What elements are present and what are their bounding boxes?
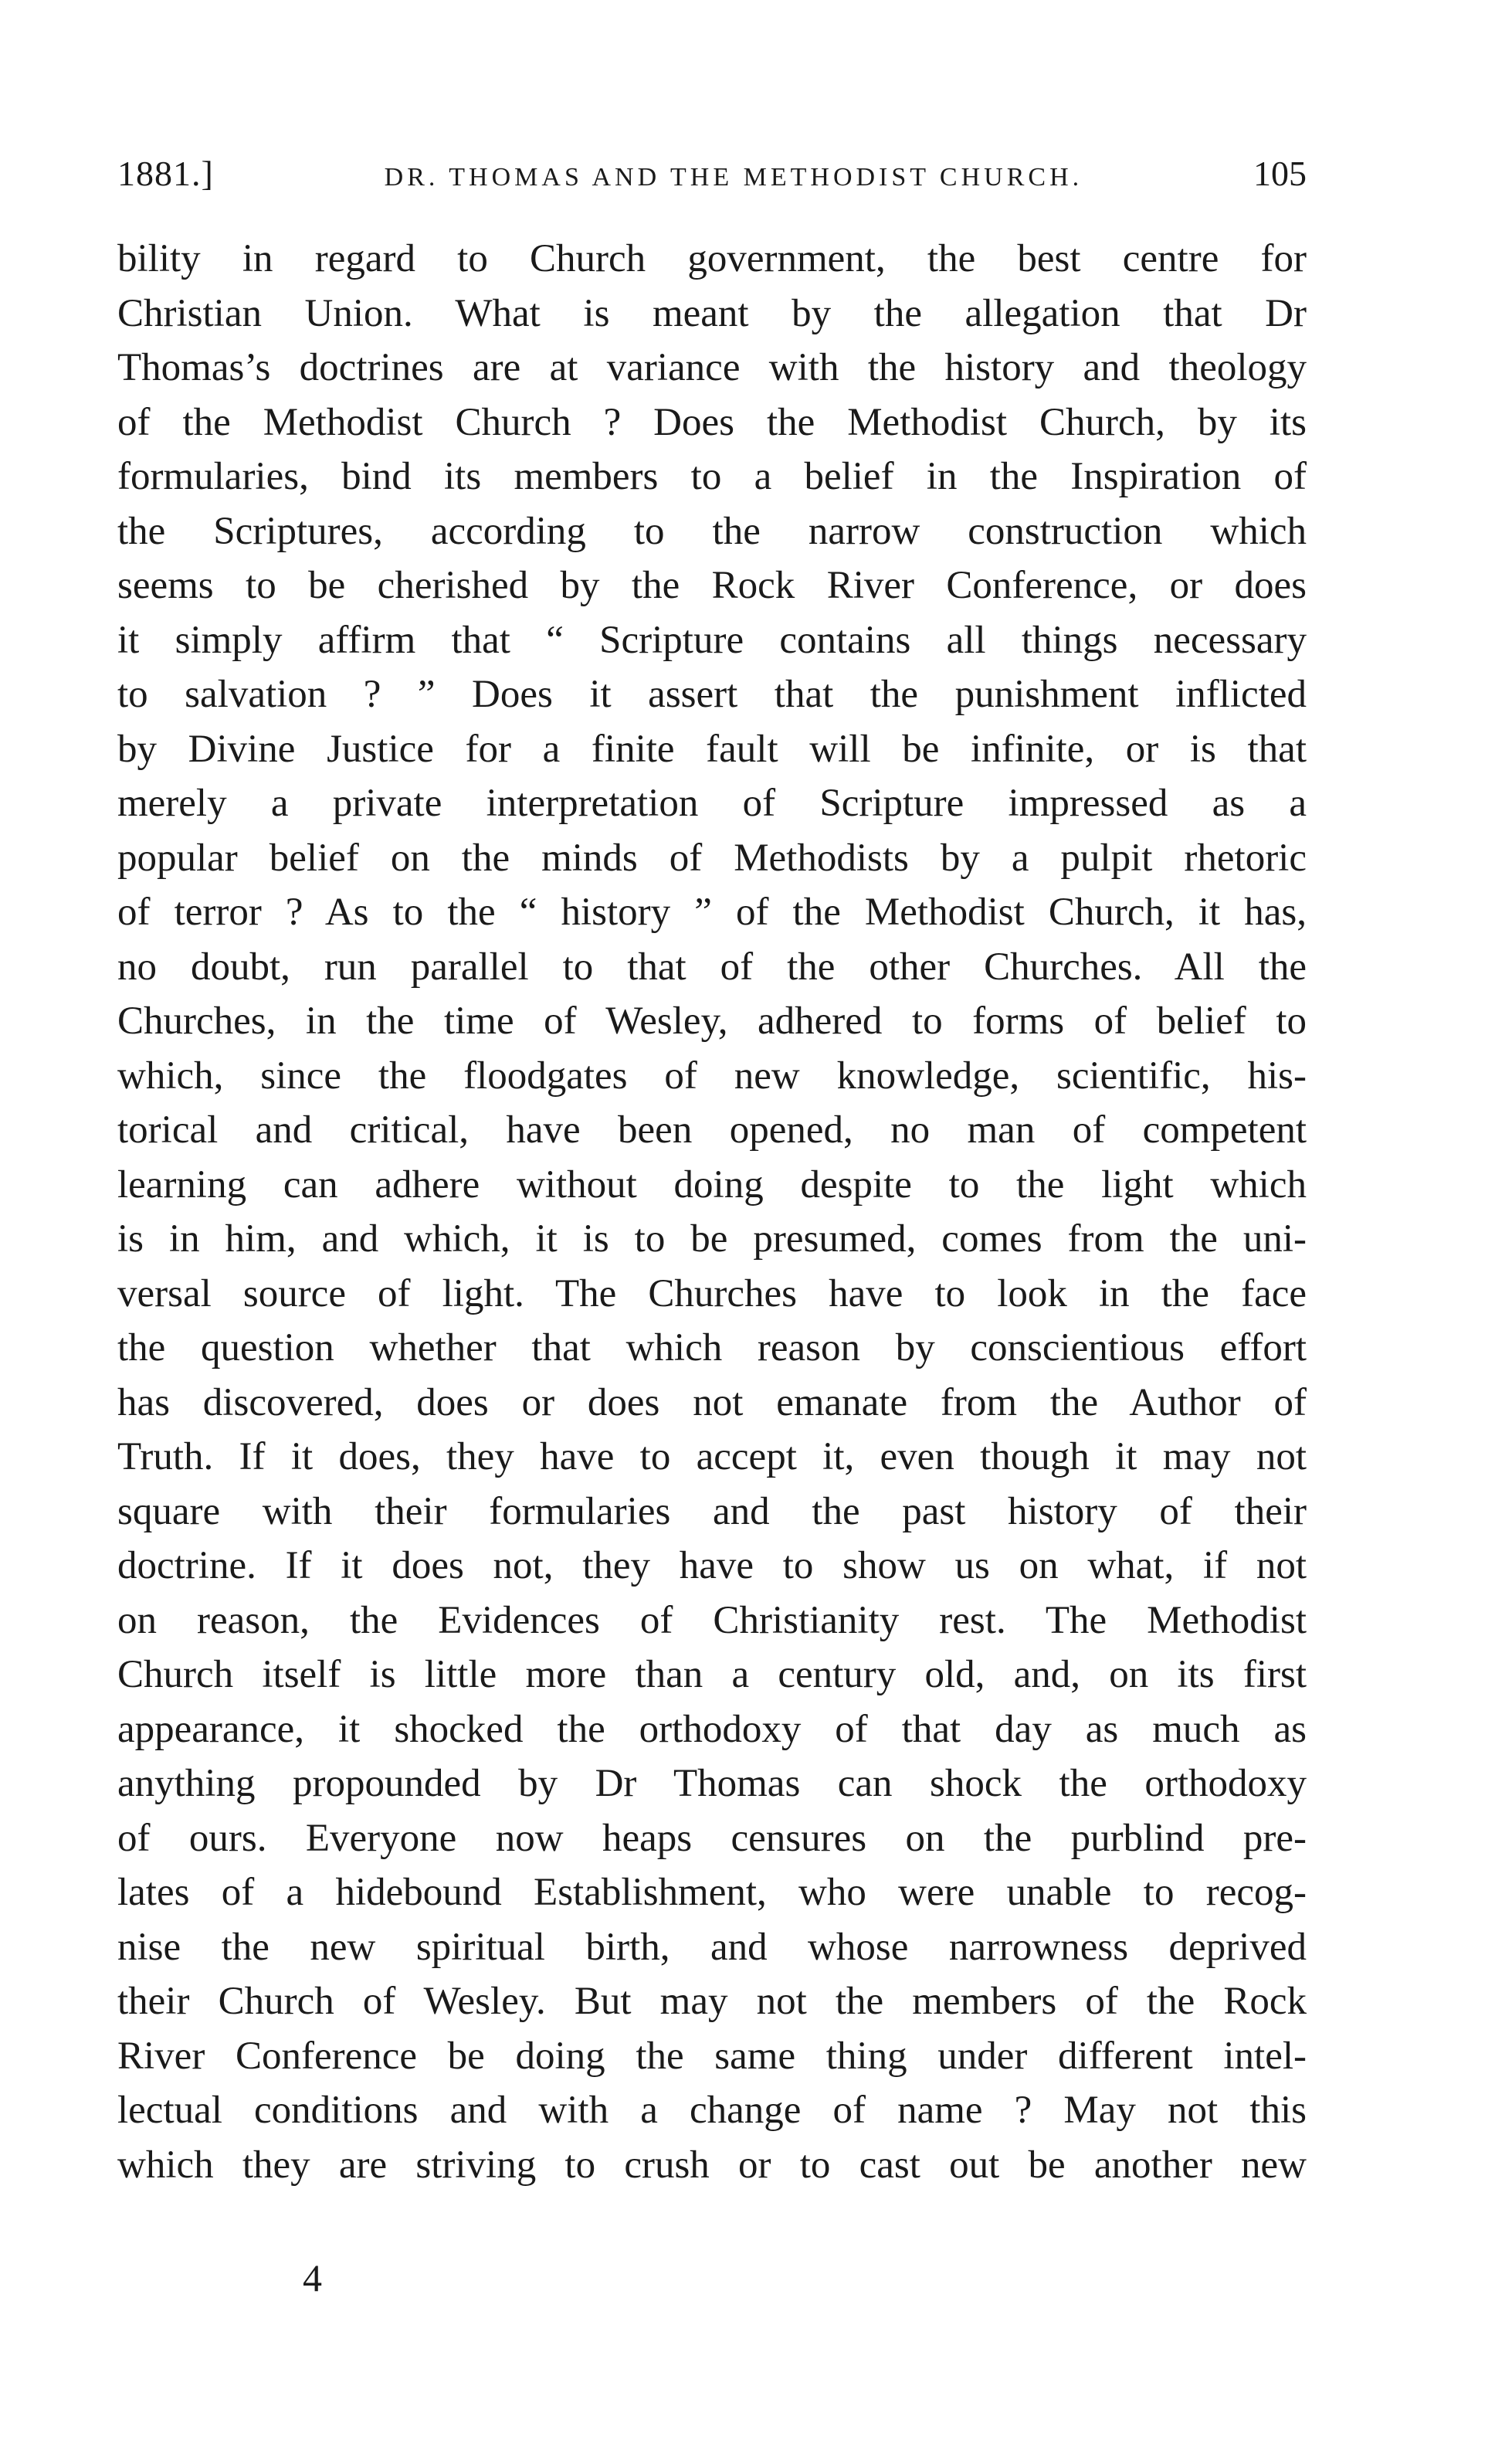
body-paragraph [117,232,1307,2192]
text-line: lates of a hidebound Establishment, who were unable to recog- [117,1871,1307,1914]
text-line: lectual conditions and with a change of name ? May not this [117,2089,1307,2132]
text-line: learning can adhere without doing despite to the light which [117,1162,1307,1207]
text-line: Truth. If it does, they have to accept it, even though it may not [117,1435,1307,1478]
text-line: by Divine Justice for a finite fault will be infinite, or is that [117,727,1307,771]
text-line: torical and critical, have been opened, no man of competent [117,1108,1307,1152]
text-line: their Church of Wesley. But may not the members of the Rock [117,1980,1307,2023]
text-line: it simply affirm that “ Scripture contains all things necessary [117,618,1307,662]
text-line: River Conference be doing the same thing under different intel- [117,2034,1307,2078]
text-line: to salvation ? ” Does it assert that the punishment inflicted [117,673,1307,716]
text-line: the question whether that which reason by conscientious effort [117,1326,1307,1369]
text-line: Thomas’s doctrines are at variance with the history and theology [117,346,1307,389]
text-line: is in him, and which, it is to be presumed, comes from the uni- [117,1217,1307,1261]
text-line: which they are striving to crush or to cast out be another new [117,2143,1307,2187]
text-line: appearance, it shocked the orthodoxy of that day as much as [117,1707,1307,1751]
text-line: Church itself is little more than a century old, and, on its first [117,1653,1307,1696]
signature-mark: 4 [303,2256,322,2299]
text-line: seems to be cherished by the Rock River Conference, or does [117,564,1307,607]
text-line: Churches, in the time of Wesley, adhered to forms of belief to [117,1000,1307,1043]
text-line: versal source of light. The Churches have to look in the face [117,1271,1307,1315]
text-line: of terror ? As to the “ history ” of the Methodist Church, it has, [117,891,1307,934]
text-line: formularies, bind its members to a belief in the Inspiration of [117,455,1307,498]
text-line: merely a private interpretation of Scripture impressed as a [117,782,1307,825]
text-line: square with their formularies and the past history of their [117,1489,1307,1533]
text-line: has discovered, does or does not emanate from the Author of [117,1380,1307,1424]
text-line: of ours. Everyone now heaps censures on the purblind pre- [117,1816,1307,1860]
text-line: of the Methodist Church ? Does the Methodist Church, by its [117,400,1307,444]
header-title: DR. THOMAS AND THE METHODIST CHURCH. [384,163,1083,192]
header-year: 1881.] [117,154,214,193]
text-line: which, since the floodgates of new knowledge, scientific, his- [117,1054,1307,1098]
text-line: bility in regard to Church government, the best centre for [117,237,1307,280]
text-line: popular belief on the minds of Methodists by a pulpit rhetoric [117,836,1307,880]
text-line: the Scriptures, according to the narrow construction which [117,509,1307,553]
running-header [117,153,1307,207]
text-line: doctrine. If it does not, they have to show us on what, if not [117,1544,1307,1587]
text-line: no doubt, run parallel to that of the other Churches. All the [117,945,1307,989]
page-number: 105 [1253,154,1307,193]
text-line: anything propounded by Dr Thomas can shock the orthodoxy [117,1762,1307,1805]
text-line: on reason, the Evidences of Christianity rest. The Methodist [117,1598,1307,1642]
text-line: nise the new spiritual birth, and whose narrowness deprived [117,1925,1307,1969]
text-line: Christian Union. What is meant by the allegation that Dr [117,291,1307,335]
